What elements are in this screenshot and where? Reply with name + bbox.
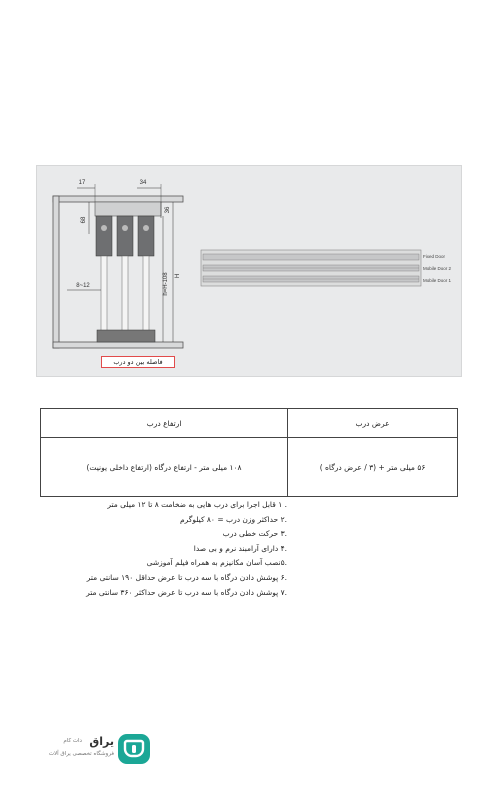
gap-between-doors-label: فاصله بین دو درب: [101, 356, 175, 368]
dim-h-108: h=H-108: [163, 272, 169, 296]
door-top-view: [201, 250, 452, 286]
door-hanger-3: [138, 216, 154, 256]
dim-34: 34: [139, 180, 147, 186]
value-door-width: ۵۶ میلی متر + (۳ / عرض درگاه ): [288, 438, 458, 497]
cabinet-section: [53, 180, 183, 348]
dim-8-12: 8~12: [76, 283, 90, 289]
sliding-door-drawing: [37, 166, 463, 378]
features-list: [40, 498, 287, 600]
list-item: .۳ حرکت خطی درب: [222, 529, 287, 539]
dim-36: 36: [165, 206, 171, 214]
brand-name: یراق: [89, 735, 114, 748]
spec-table: [40, 408, 458, 497]
list-item: .۵نصب آسان مکانیزم به همراه فیلم آموزشی: [146, 558, 287, 568]
list-item: .۲ حداکثر وزن درب = ۸۰ کیلوگرم: [179, 514, 287, 524]
value-door-height: ۱۰۸ میلی متر - ارتفاع درگاه (ارتفاع داخلی یونیت): [41, 438, 288, 497]
mobile-door-1-label: Mobile Door 1: [423, 278, 452, 283]
list-item: .۷ پوشش دادن درگاه با سه درب تا عرض حداکثر ۳۶۰ سانتی متر: [86, 587, 287, 597]
table-row: [41, 438, 458, 497]
table-header-row: [41, 409, 458, 438]
dim-17: 17: [78, 180, 86, 186]
brand-footer: [40, 732, 150, 768]
technical-diagram: [36, 165, 462, 377]
dim-68: 68: [81, 216, 87, 224]
brand-tagline: فروشگاه تخصصی یراق آلات: [48, 751, 114, 757]
header-door-width: عرض درب: [288, 409, 458, 438]
fixed-door-label: Fixed Door: [423, 254, 446, 259]
mobile-door-2-label: Mobile Door 2: [423, 266, 452, 271]
list-item: .۴ دارای آرامبند نرم و بی صدا: [193, 543, 287, 553]
door-hanger-2: [117, 216, 133, 256]
dim-h: H: [175, 273, 181, 279]
brand-domain: دات کام: [63, 738, 82, 744]
brand-logo-icon: [118, 734, 150, 764]
list-item: .۶ پوشش دادن درگاه با سه درب تا عرض حداقل ۱۹۰ سانتی متر: [86, 572, 287, 582]
header-door-height: ارتفاع درب: [41, 409, 288, 438]
list-item: . ۱ قابل اجرا برای درب هایی به ضخامت ۸ تا ۱۲ میلی متر: [107, 500, 287, 509]
door-hanger-1: [96, 216, 112, 256]
